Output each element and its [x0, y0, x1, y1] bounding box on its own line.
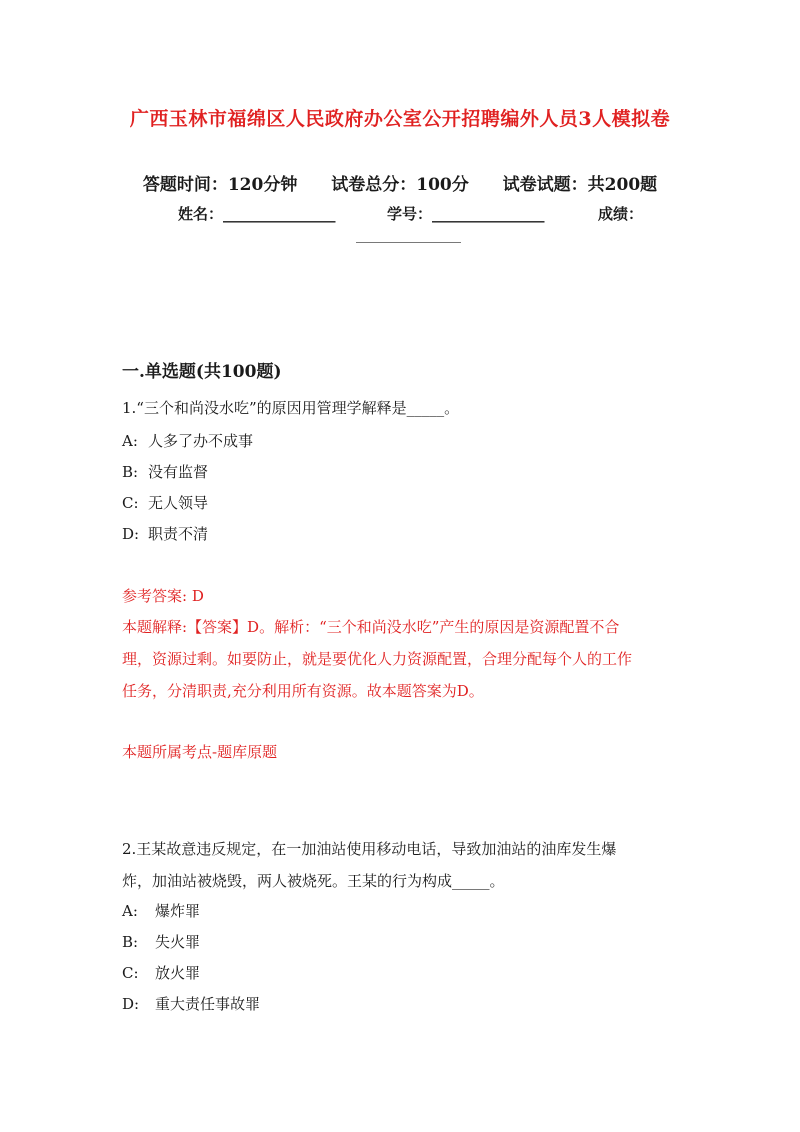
option-text: 失火罪	[155, 933, 201, 951]
q2-option-a	[122, 900, 200, 921]
option-key: C:	[122, 964, 139, 982]
option-key: C:	[122, 494, 139, 512]
option-text: 没有监督	[148, 463, 209, 481]
name-blank: _______________	[223, 205, 336, 223]
option-key: A:	[122, 432, 138, 450]
option-text: 爆炸罪	[155, 902, 201, 920]
score-label: 成绩：	[598, 205, 644, 223]
name-field	[178, 203, 336, 224]
question-count: 试卷试题：共200题	[502, 175, 658, 195]
q1-explanation-line-3: 任务，分清职责,充分利用所有资源。故本题答案为D。	[122, 682, 484, 700]
option-text: 无人领导	[148, 494, 209, 512]
q1-option-d	[122, 523, 208, 544]
q1-option-c	[122, 492, 208, 513]
option-text: 放火罪	[155, 964, 201, 982]
total-score: 试卷总分：100分	[331, 175, 469, 195]
question-1-stem: 1.“三个和尚没水吃”的原因用管理学解释是_____。	[122, 399, 460, 417]
q1-explanation-line-2: 理，资源过剩。如要防止，就是要优化人力资源配置，合理分配每个人的工作	[122, 650, 633, 668]
exam-meta	[0, 170, 800, 195]
option-key: D:	[122, 995, 140, 1013]
option-key: A:	[122, 902, 138, 920]
option-key: B:	[122, 463, 139, 481]
score-blank: ______________	[356, 225, 461, 243]
id-label: 学号：	[387, 205, 433, 223]
question-2-stem-line-2: 炸，加油站被烧毁，两人被烧死。王某的行为构成_____。	[122, 872, 505, 890]
option-key: D:	[122, 525, 140, 543]
name-label: 姓名：	[178, 205, 224, 223]
q1-source: 本题所属考点-题库原题	[122, 743, 278, 761]
q1-option-b	[122, 461, 208, 482]
section-heading: 一.单选题(共100题)	[122, 362, 282, 382]
option-text: 重大责任事故罪	[155, 995, 261, 1013]
question-2-stem-line-1: 2.王某故意违反规定，在一加油站使用移动电话，导致加油站的油库发生爆	[122, 840, 617, 858]
option-text: 职责不清	[148, 525, 209, 543]
student-id-field	[387, 203, 545, 224]
option-text: 人多了办不成事	[148, 432, 254, 450]
id-blank: _______________	[432, 205, 545, 223]
q2-option-c	[122, 962, 200, 983]
q2-option-b	[122, 931, 200, 952]
q1-explanation-line-1: 本题解释:【答案】D。解析：“三个和尚没水吃”产生的原因是资源配置不合	[122, 618, 620, 636]
q1-option-a	[122, 430, 253, 451]
answer-time: 答题时间：120分钟	[142, 175, 298, 195]
exam-title: 广西玉林市福绵区人民政府办公室公开招聘编外人员3人模拟卷	[129, 108, 671, 130]
q2-option-d	[122, 993, 260, 1014]
q1-answer: 参考答案: D	[122, 587, 204, 605]
score-field	[598, 203, 643, 224]
option-key: B:	[122, 933, 139, 951]
